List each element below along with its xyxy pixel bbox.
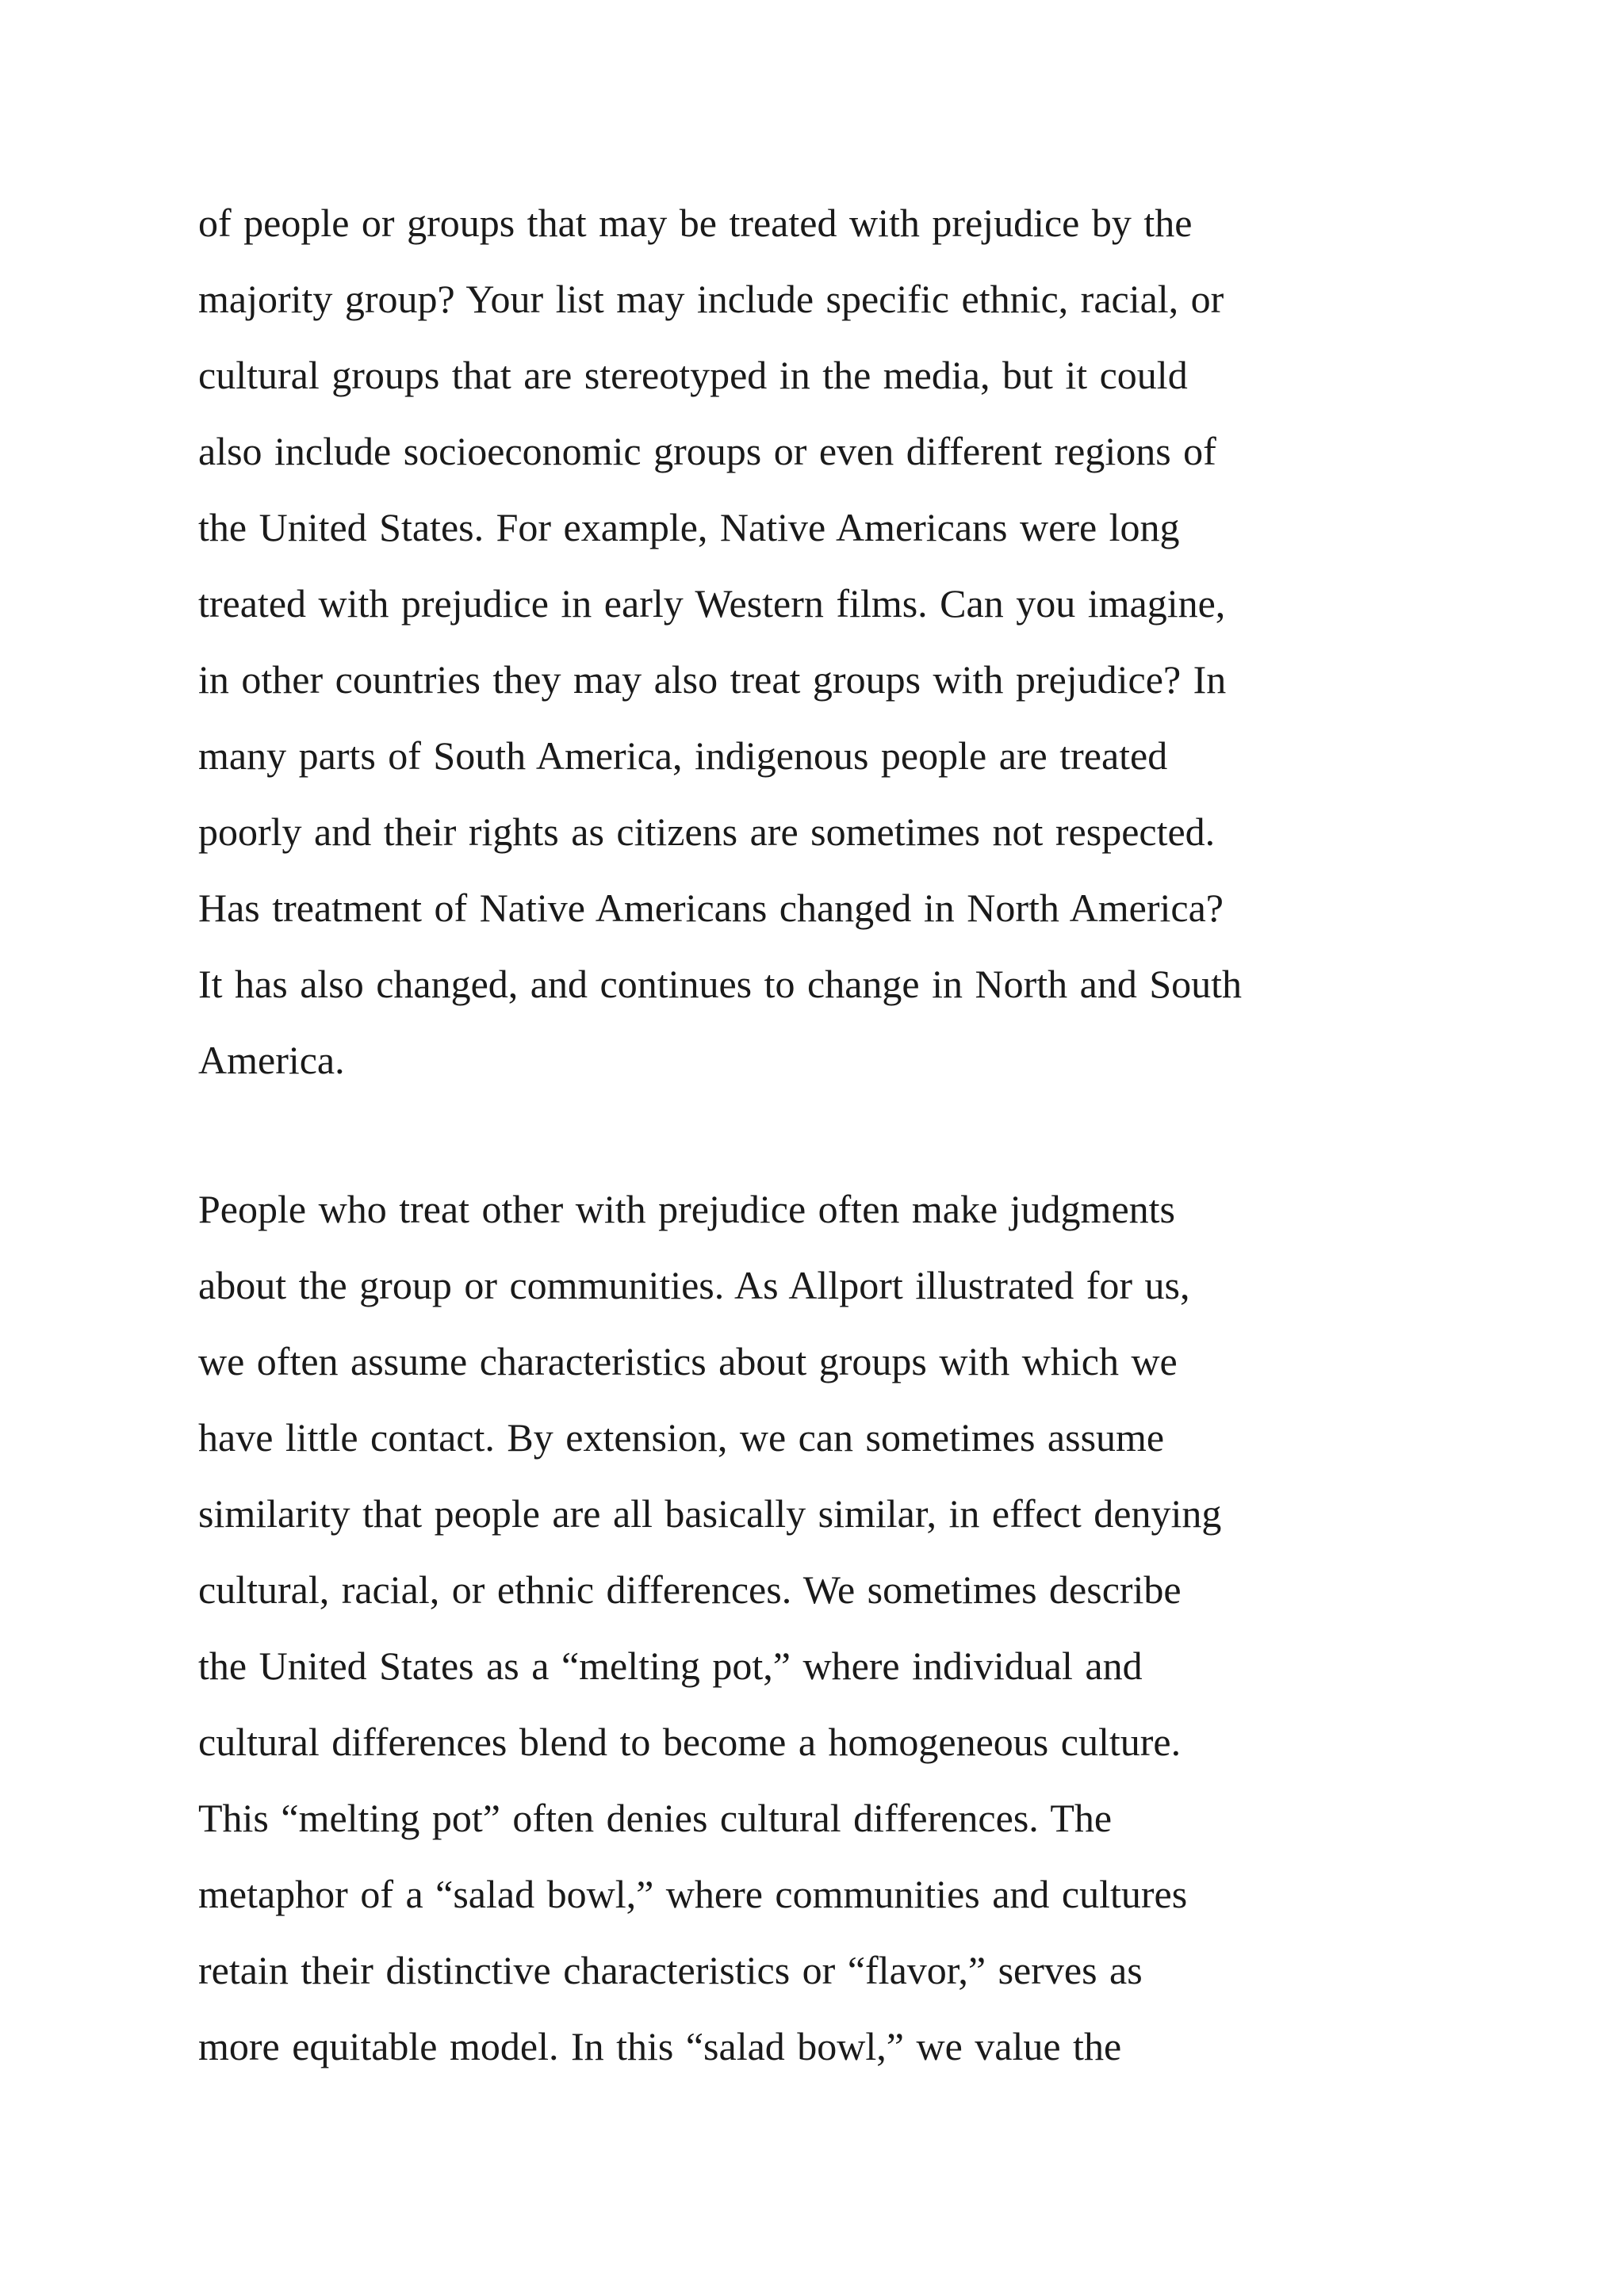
- text-line: retain their distinctive characteristics or “flavor,” serves as: [198, 1948, 1143, 1992]
- text-line: poorly and their rights as citizens are sometimes not respected.: [198, 809, 1216, 854]
- text-line: America.: [198, 1038, 345, 1082]
- text-line: It has also changed, and continues to change in North and South: [198, 962, 1243, 1006]
- text-line: treated with prejudice in early Western films. Can you imagine,: [198, 581, 1226, 626]
- text-line: This “melting pot” often denies cultural differences. The: [198, 1796, 1113, 1840]
- text-line: cultural, racial, or ethnic differences. We sometimes describe: [198, 1567, 1182, 1612]
- text-line: in other countries they may also treat groups with prejudice? In: [198, 657, 1227, 702]
- text-line: many parts of South America, indigenous people are treated: [198, 733, 1168, 778]
- text-line: People who treat other with prejudice often make judgments: [198, 1187, 1175, 1231]
- text-line: the United States. For example, Native Americans were long: [198, 505, 1180, 549]
- text-line: we often assume characteristics about groups with which we: [198, 1339, 1178, 1383]
- paragraph-2: [198, 1171, 1483, 2084]
- text-line: similarity that people are all basically similar, in effect denying: [198, 1491, 1222, 1536]
- text-line: cultural groups that are stereotyped in the media, but it could: [198, 353, 1188, 397]
- text-line: metaphor of a “salad bowl,” where communities and cultures: [198, 1872, 1188, 1916]
- text-line: have little contact. By extension, we can sometimes assume: [198, 1415, 1165, 1460]
- text-line: of people or groups that may be treated with prejudice by the: [198, 201, 1193, 245]
- text-line: cultural differences blend to become a homogeneous culture.: [198, 1720, 1182, 1764]
- text-line: majority group? Your list may include specific ethnic, racial, or: [198, 277, 1224, 321]
- text-line: more equitable model. In this “salad bowl,” we value the: [198, 2024, 1122, 2068]
- text-line: about the group or communities. As Allport illustrated for us,: [198, 1263, 1190, 1307]
- text-line: the United States as a “melting pot,” where individual and: [198, 1644, 1143, 1688]
- paragraph-1: [198, 185, 1483, 1098]
- text-line: also include socioeconomic groups or even different regions of: [198, 429, 1216, 473]
- text-line: Has treatment of Native Americans changed in North America?: [198, 886, 1224, 930]
